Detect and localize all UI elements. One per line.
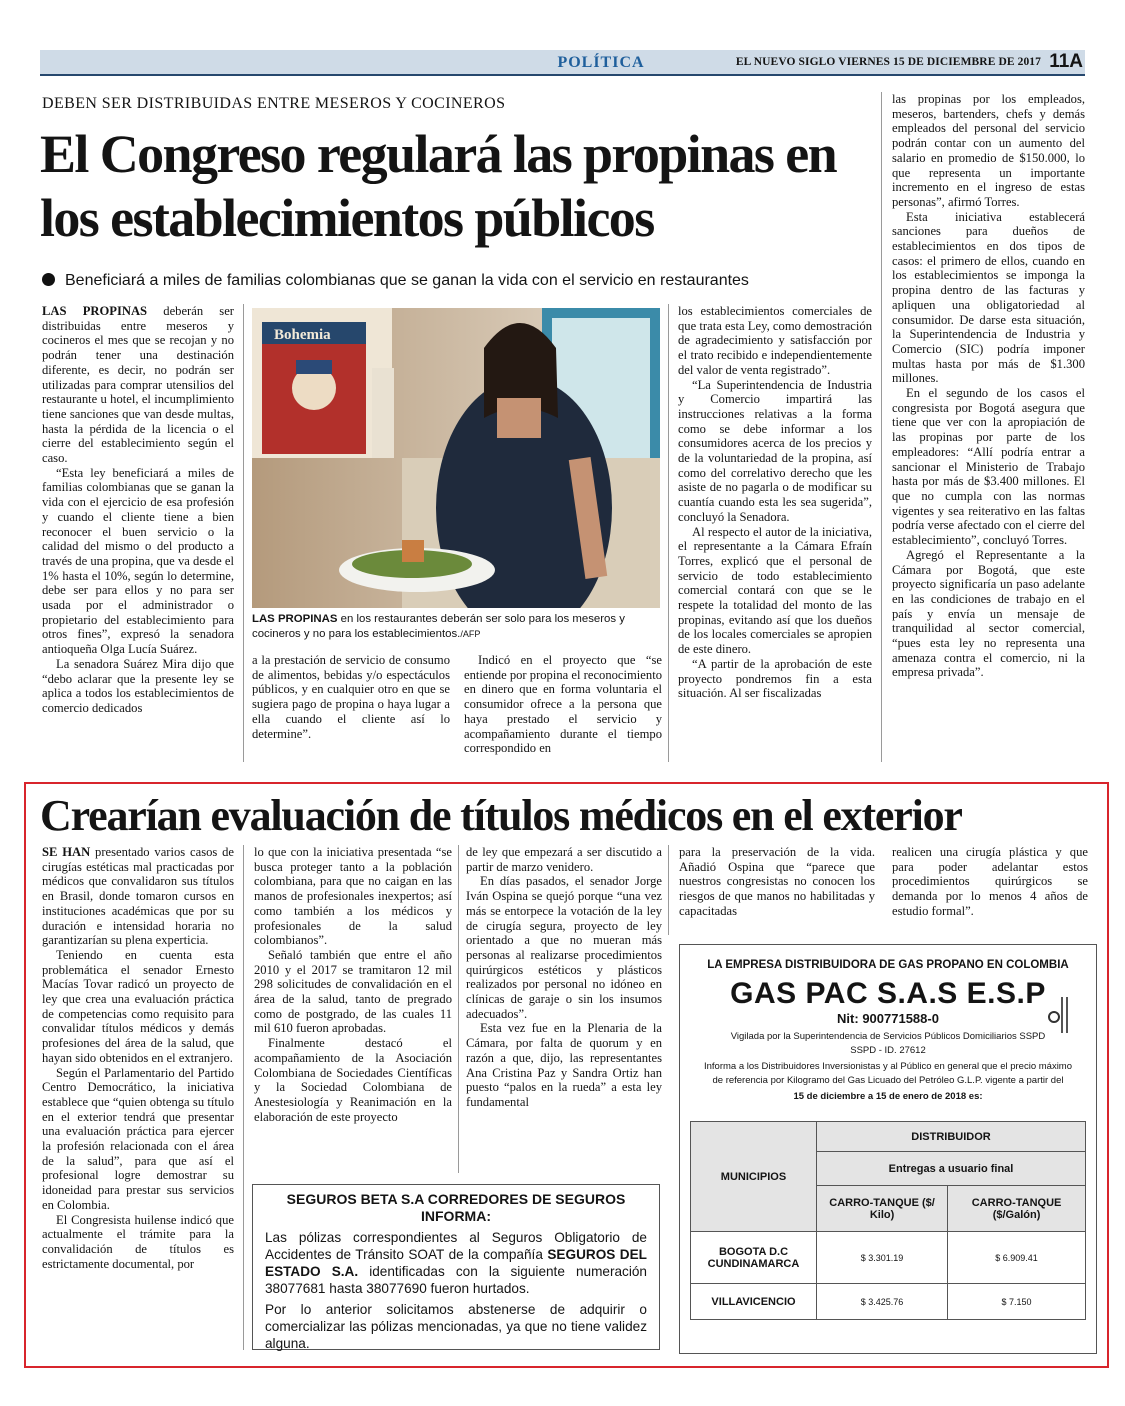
column-divider [881, 92, 882, 762]
paragraph: El Congresista huilense indicó que actualmente el trámite para la convalidación de títulos es estrictamente documental, por [42, 1212, 234, 1271]
notice-title: SEGUROS BETA S.A CORREDORES DE SEGUROS INFORMA: [286, 1191, 626, 1224]
paragraph: a la prestación de servicio de consumo de alimentos, bebidas y/o espectáculos públicos, y en cualquier otro en que se sugiera pago de propina o haya lugar a ella cuando el cliente así lo determine”. [252, 653, 450, 741]
article-headline: El Congreso regulará las propinas en los establecimientos públicos [40, 124, 837, 248]
dateline: EL NUEVO SIGLO VIERNES 15 DE DICIEMBRE DE 2017 [735, 56, 1041, 68]
lead-in: SE HAN [42, 845, 91, 859]
photo-caption [252, 612, 660, 641]
caption-text: en los restaurantes deberán ser solo para los meseros y cocineros y no para los establecimientos. [252, 613, 625, 640]
header-kilo: CARRO-TANQUE ($/ Kilo) [817, 1186, 948, 1232]
paragraph: de ley que empezará a ser discutido a partir de marzo venidero. [466, 845, 662, 874]
paragraph: Indicó en el proyecto que “se entiende por propina el reconocimiento en dinero que en forma voluntaria el consumidor ofrece a la persona que haya prestado el servicio y acompañamiento durante el tiempo correspondido en [464, 653, 662, 756]
paragraph: Según el Parlamentario del Partido Centro Democrático, la iniciativa establece que “quien obtenga su título en el exterior tendrá que presentar una evaluación práctica para ejercer la profesión relacionada con el área de la salud”, para que así el profesional logre demostrar su idoneidad para prestar sus servicios en Colombia. [42, 1065, 234, 1212]
waitress-photo [252, 308, 660, 608]
subtitle-text: Beneficiará a miles de familias colombianas que se ganan la vida con el servicio en restaurantes [65, 272, 749, 289]
paragraph: Agregó el Representante a la Cámara por Bogotá, que este proyecto significaría un paso adelante en las condiciones de trabajo en el país y envía un mensaje de tranquilidad al sector comercial, “pues esta ley no representa una amenaza contra el comercio, ni la empresa privada”. [892, 547, 1085, 680]
paragraph: “La Superintendencia de Industria y Comercio impartirá las instrucciones relativas a la forma como se debe informar a los consumidores acerca de los precios y de la voluntariedad de la propina, así como del correlativo derecho que les asiste de no pagarla o de modificar su cuantía cuando esta les sea sugerida”, concluyó la Senadora. [678, 377, 872, 524]
table-row [691, 1284, 1086, 1320]
vigilada-text: Vigilada por la Superintendencia de Servicios Públicos Domiciliarios SSPD [730, 1031, 1046, 1042]
company-nit: Nit: 900771588-0 [837, 1011, 939, 1026]
notice-paragraph: Las pólizas correspondientes al Seguros Obligatorio de Accidentes de Tránsito SOAT de la compañía SEGUROS DEL ESTADO S.A. identificadas con la siguiente numeración 38077681 hasta 38077690 fueron hurtados. [265, 1230, 647, 1296]
informa-text: Informa a los Distribuidores Inversionistas y al Público en general que el precio máximo de referencia por Kilogramo del Gas Licuado del Petróleo G.L.P. vigente a partir del [703, 1061, 1073, 1086]
column-divider [243, 845, 244, 1350]
page-header [40, 50, 1085, 76]
paragraph: las propinas por los empleados, meseros, bartenders, chefs y demás empleados del personal del servicio podrán contar con un aumento del salario en promedio de $150.000, lo que representa un importante incremento en el ingreso de estas personas”, afirmó Torres. [892, 92, 1085, 209]
paragraph: Teniendo en cuenta esta problemática el senador Ernesto Macías Tovar radicó un proyecto de ley que crea una evaluación práctica de competencias como requisito para convalidar títulos médicos y demás profesiones del área de la salud, que hayan sido obtenidos en el extranjero. [42, 947, 234, 1065]
article1-column-4 [678, 304, 872, 701]
article1-column-3 [464, 653, 662, 756]
paragraph: deberán ser distribuidas entre meseros y cocineros el mes que se recojan y no podrán tener una destinación diferente, es decir, no podrán ser utilizadas para comprar utensilios del restaurante u hotel, el incumplimiento tiene sanciones que van desde multas, hasta la pérdida de la licencia o el cierre del establecimiento según el caso. [42, 304, 234, 466]
caption-lead: LAS PROPINAS [252, 613, 338, 625]
bullet-icon [42, 273, 55, 286]
lead-in: LAS PROPINAS [42, 304, 148, 318]
gas-notice-heading: LA EMPRESA DISTRIBUIDORA DE GAS PROPANO EN COLOMBIA [707, 959, 1069, 971]
paragraph: Al respecto el autor de la iniciativa, el representante a la Cámara Efraín Torres, explicó que el personal de servicio de todo establecimiento comercial contará con que se le respete la totalidad del monto de las propinas, evitando así que los dueños de los locales comerciales se apropien de este dinero. [678, 524, 872, 657]
paragraph: “Esta ley beneficiará a miles de familias colombianas que se ganan la vida con el ejercicio de esa profesión y cuando el cliente tiene a bien reconocer el buen servicio o la calidad del mismo o del producto a través de una propina, que va desde el 1% hasta el 10%, según lo determine, debe ser para ellos y no para ser usada por el administrador o propietario del establecimiento para otros fines”, expresó la senadora antioqueña Olga Lucía Suárez. [42, 465, 234, 657]
paragraph: para la preservación de la vida. Añadió Ospina que “parece que nuestros congresistas no conocen los riesgos de que manos no habilitadas y capacitadas [679, 845, 875, 918]
paragraph: Esta vez fue en la Plenaria de la Cámara, por falta de quorum y en razón a que, dijo, las representantes Ana Cristina Paz y Sandra Ortiz han puesto “palos en la rueda” a esta ley fundamental [466, 1021, 662, 1109]
municipio-cell: BOGOTA D.C CUNDINAMARCA [691, 1232, 817, 1284]
price-galon-cell: $ 6.909.41 [948, 1232, 1086, 1284]
sspd-id: SSPD - ID. 27612 [850, 1045, 926, 1056]
seguros-notice [252, 1184, 660, 1350]
paragraph: lo que con la iniciativa presentada “se busca proteger tanto a la población colombiana, para que no caigan en las manos de profesionales inexpertos; así como también a los médicos y profesionales de la salud colombianos”. [254, 845, 452, 948]
insurer-name: SEGUROS DEL ESTADO S.A. [265, 1247, 647, 1279]
column-divider [458, 845, 459, 1173]
column-divider [668, 304, 669, 762]
article-photo [252, 308, 660, 608]
price-kilo-cell: $ 3.301.19 [817, 1232, 948, 1284]
article-subtitle [42, 272, 892, 290]
paragraph: presentado varios casos de cirugías estéticas mal practicadas por médicos que convalidaron sus títulos en Brasil, donde tomaron cursos en instituciones académicas que por su duración e intensidad horaria no garantizarían su plena experticia. [42, 845, 234, 948]
article2-headline: Crearían evaluación de títulos médicos en el exterior [40, 791, 962, 840]
article1-column-1 [42, 304, 234, 716]
paragraph: “A partir de la aprobación de este proyecto pondremos fin a esta situación. Al ser fiscalizadas [678, 656, 872, 701]
superservicios-logo-icon [1048, 993, 1072, 1037]
paragraph: Señaló también que entre el año 2010 y el 2017 se tramitaron 12 mil 298 solicitudes de convalidación en el área de la salud, tanto de pregrado como de postgrado, de las cuales 11 mil 610 fueron aprobadas. [254, 947, 452, 1036]
header-entregas: Entregas a usuario final [817, 1152, 1086, 1186]
article2-column-3 [466, 845, 662, 1110]
price-kilo-cell: $ 3.425.76 [817, 1284, 948, 1320]
gas-price-notice [679, 944, 1097, 1354]
price-galon-cell: $ 7.150 [948, 1284, 1086, 1320]
paragraph: En días pasados, el senador Jorge Iván Ospina se quejó porque “una vez más se entorpece la votación de la ley de cirugía segura, proyecto de ley orientado a que no mueran más personas al realizarse procedimientos quirúrgicos estéticos y plásticos realizados por personal no idóneo en clínicas de garaje o sin los insumos adecuados”. [466, 874, 662, 1021]
article2-column-2 [254, 845, 452, 1124]
column-divider [243, 304, 244, 762]
paragraph: los establecimientos comerciales de que trata esta Ley, como demostración de agradecimiento y satisfacción por el trato recibido e independientemente del valor de venta registrado”. [678, 304, 872, 377]
article2-column-1 [42, 845, 234, 1271]
paragraph: Esta iniciativa establecerá sanciones para dueños de establecimientos en dos tipos de casos: el primero de ellos, cuando en los establecimientos se imponga la propina dentro de las facturas y apliquen una obligatoriedad al consumidor. De darse esta situación, la Superintendencia de Industria y Comercio (SIC) podría imponer multas hasta por más de $1.300 millones. [892, 209, 1085, 386]
poster-text: Bohemia [274, 327, 331, 343]
header-galon: CARRO-TANQUE ($/Galón) [948, 1186, 1086, 1232]
article1-column-5 [892, 92, 1085, 680]
municipio-cell: VILLAVICENCIO [691, 1284, 817, 1320]
header-municipios: MUNICIPIOS [691, 1122, 817, 1232]
article2-column-5 [892, 845, 1088, 919]
price-table [690, 1121, 1086, 1320]
table-row [691, 1232, 1086, 1284]
column-divider [668, 845, 669, 935]
company-name: GAS PAC S.A.S E.S.P [730, 977, 1046, 1010]
paragraph: En el segundo de los casos el congresista por Bogotá asegura que tiene que ver con la apropiación de las propinas por parte de los empleadores: “Allí podría entrar a sancionar el Ministerio de Trabajo hasta por más de $3.400 millones. El que no cumpla con las normas vigentes y sea reiterativo en las faltas podría verse afectado con el cierre del establecimiento”, concluyó Torres. [892, 386, 1085, 548]
paragraph: Finalmente destacó el acompañamiento de la Asociación Colombiana de Sociedades Científicas y la Sociedad Colombiana de Anestesiología y Reanimación en la elaboración de este proyecto [254, 1036, 452, 1124]
paragraph: La senadora Suárez Mira dijo que “debo aclarar que la presente ley se aplica a todos los establecimientos de comercio dedicados [42, 656, 234, 715]
header-distribuidor: DISTRIBUIDOR [817, 1122, 1086, 1152]
notice-paragraph: Por lo anterior solicitamos abstenerse de adquirir o comercializar las pólizas mencionadas, ya que no tiene validez alguna. [265, 1302, 647, 1351]
article1-column-2 [252, 653, 450, 741]
photo-credit: /AFP [460, 628, 481, 639]
page-number: 11A [1049, 51, 1083, 72]
validity-dates: 15 de diciembre a 15 de enero de 2018 es: [793, 1091, 983, 1102]
article-kicker: DEBEN SER DISTRIBUIDAS ENTRE MESEROS Y COCINEROS [42, 95, 506, 112]
paragraph: realicen una cirugía plástica y que para poder adelantar estos procedimientos quirúrgicos se demanda por lo menos 4 años de estudio formal”. [892, 845, 1088, 918]
section-title: POLÍTICA [557, 54, 645, 71]
article2-column-4 [679, 845, 875, 919]
